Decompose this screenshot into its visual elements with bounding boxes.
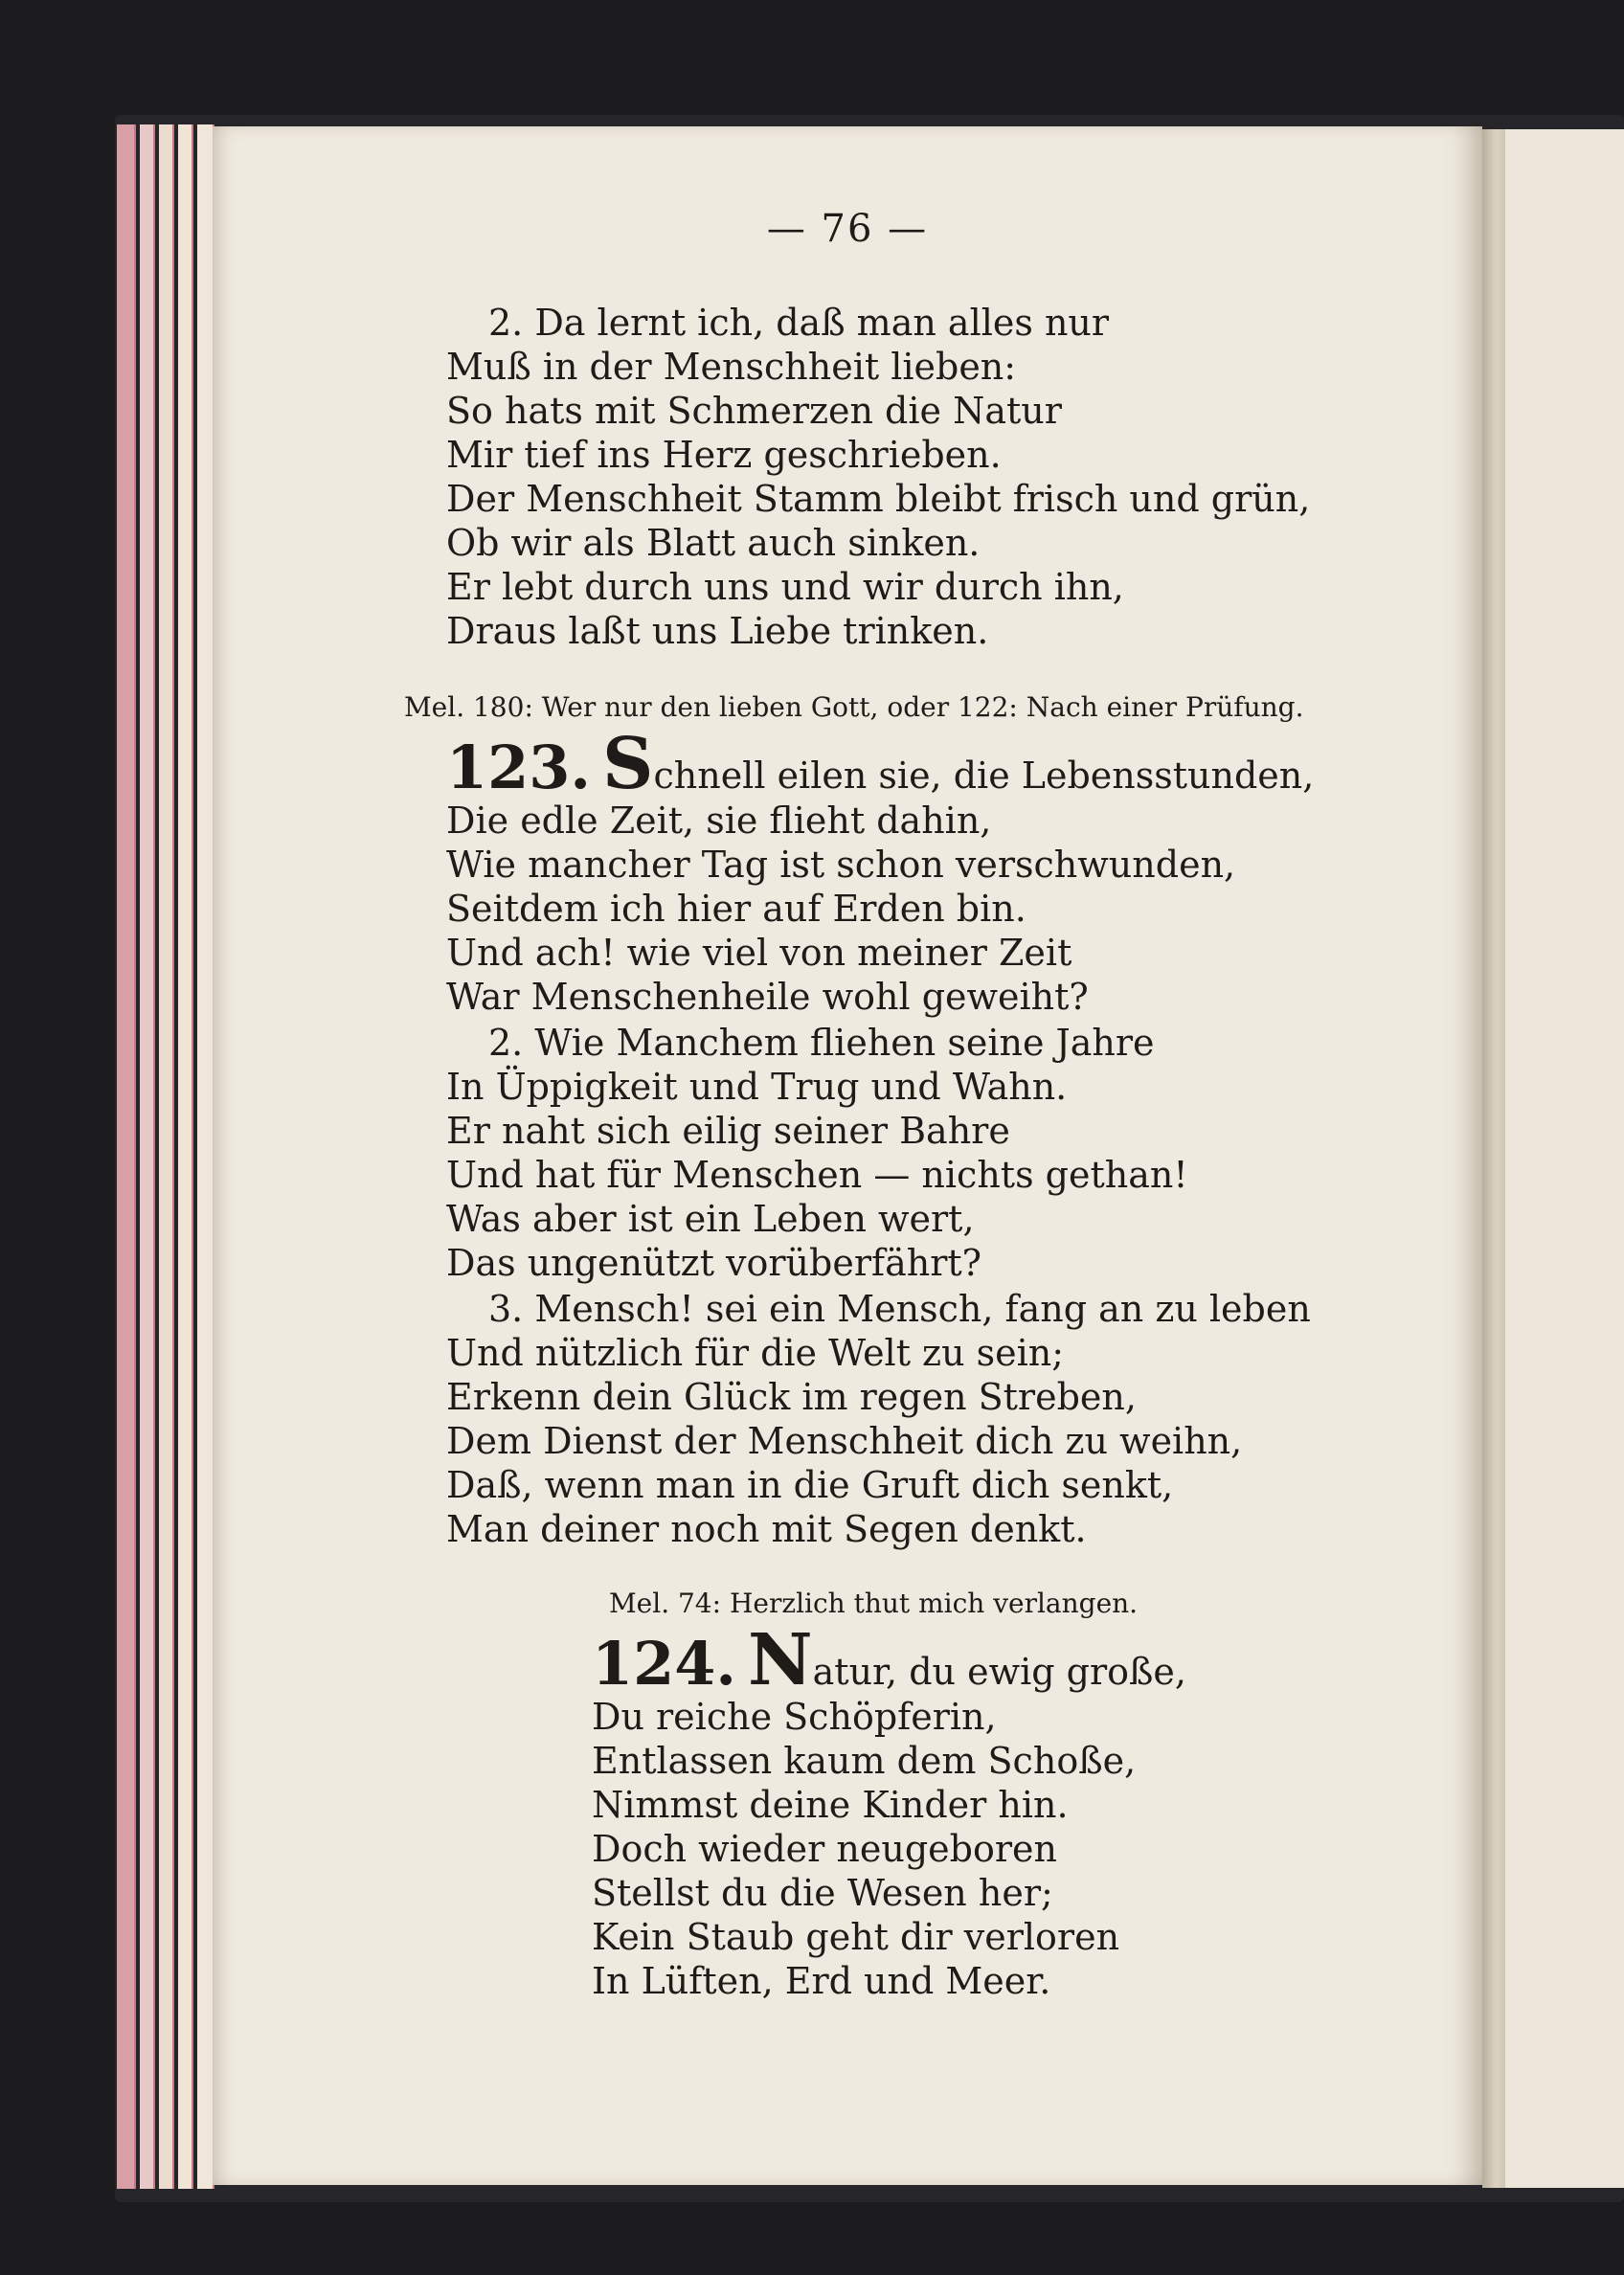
hymn-number: 124. (592, 1629, 737, 1699)
verse-line: 3. Mensch! sei ein Mensch, fang an zu leben (488, 1288, 1311, 1330)
verse-line: Entlassen kaum dem Schoße, (592, 1740, 1137, 1782)
verse-line: atur, du ewig große, (812, 1651, 1186, 1693)
verse-line: Doch wieder neugeboren (592, 1828, 1057, 1870)
verse-line: Dem Dienst der Menschheit dich zu weihn, (446, 1420, 1243, 1462)
verse-line: Das ungenützt vorüberfährt? (446, 1242, 982, 1284)
verse-line: chnell eilen sie, die Lebensstunden, (653, 755, 1315, 797)
verse-line: Erkenn dein Glück im regen Streben, (446, 1376, 1137, 1418)
verse-line: Muß in der Menschheit lieben: (446, 346, 1017, 388)
page-edge (178, 124, 193, 2189)
verse-line: Stellst du die Wesen her; (592, 1872, 1053, 1914)
verse-line: 2. Wie Manchem fliehen seine Jahre (488, 1022, 1155, 1064)
book-page (213, 126, 1482, 2185)
verse-line: Nimmst deine Kinder hin. (592, 1784, 1069, 1826)
verse-line: 2. Da lernt ich, daß man alles nur (488, 302, 1110, 344)
hymn-number: 123. (446, 732, 592, 802)
verse-line: In Lüften, Erd und Meer. (592, 1960, 1051, 2002)
verse-line: So hats mit Schmerzen die Natur (446, 390, 1062, 432)
verse-line: Und ach! wie viel von meiner Zeit (446, 932, 1072, 974)
verse-line: In Üppigkeit und Trug und Wahn. (446, 1066, 1068, 1108)
verse-line: Kein Staub geht dir verloren (592, 1916, 1120, 1958)
verse-line: Der Menschheit Stamm bleibt frisch und grün, (446, 478, 1311, 520)
verse-line: Er naht sich eilig seiner Bahre (446, 1110, 1010, 1152)
verse-line: Man deiner noch mit Segen denkt. (446, 1508, 1087, 1550)
verse-line: Und hat für Menschen — nichts gethan! (446, 1154, 1188, 1196)
verse-line: Mir tief ins Herz geschrieben. (446, 434, 1002, 476)
verse-line: Und nützlich für die Welt zu sein; (446, 1332, 1065, 1374)
initial-letter: S (602, 723, 654, 805)
verse-line: Seitdem ich hier auf Erden bin. (446, 888, 1026, 930)
page-edge (140, 124, 155, 2189)
verse-line: Was aber ist ein Leben wert, (446, 1198, 975, 1240)
verse-line: Daß, wenn man in die Gruft dich senkt, (446, 1464, 1174, 1506)
melody-reference: Mel. 74: Herzlich thut mich verlangen. (609, 1588, 1139, 1619)
melody-reference: Mel. 180: Wer nur den lieben Gott, oder 122: Nach einer Prüfung. (404, 691, 1304, 723)
verse-line: Ob wir als Blatt auch sinken. (446, 522, 981, 564)
verse-line: Wie mancher Tag ist schon verschwunden, (446, 844, 1236, 886)
page-edge (117, 124, 136, 2189)
initial-letter: N (748, 1619, 813, 1701)
page-content (213, 126, 1482, 2185)
book-gutter (1482, 129, 1505, 2188)
verse-line: Du reiche Schöpferin, (592, 1696, 997, 1738)
verse-line: Die edle Zeit, sie flieht dahin, (446, 800, 992, 842)
verse-line: War Menschenheile wohl geweiht? (446, 976, 1089, 1018)
page-edge (159, 124, 174, 2189)
page-number: — 76 — (766, 207, 929, 251)
verse-line: Draus laßt uns Liebe trinken. (446, 610, 989, 652)
facing-page (1505, 129, 1624, 2188)
verse-line: Er lebt durch uns und wir durch ihn, (446, 566, 1124, 608)
